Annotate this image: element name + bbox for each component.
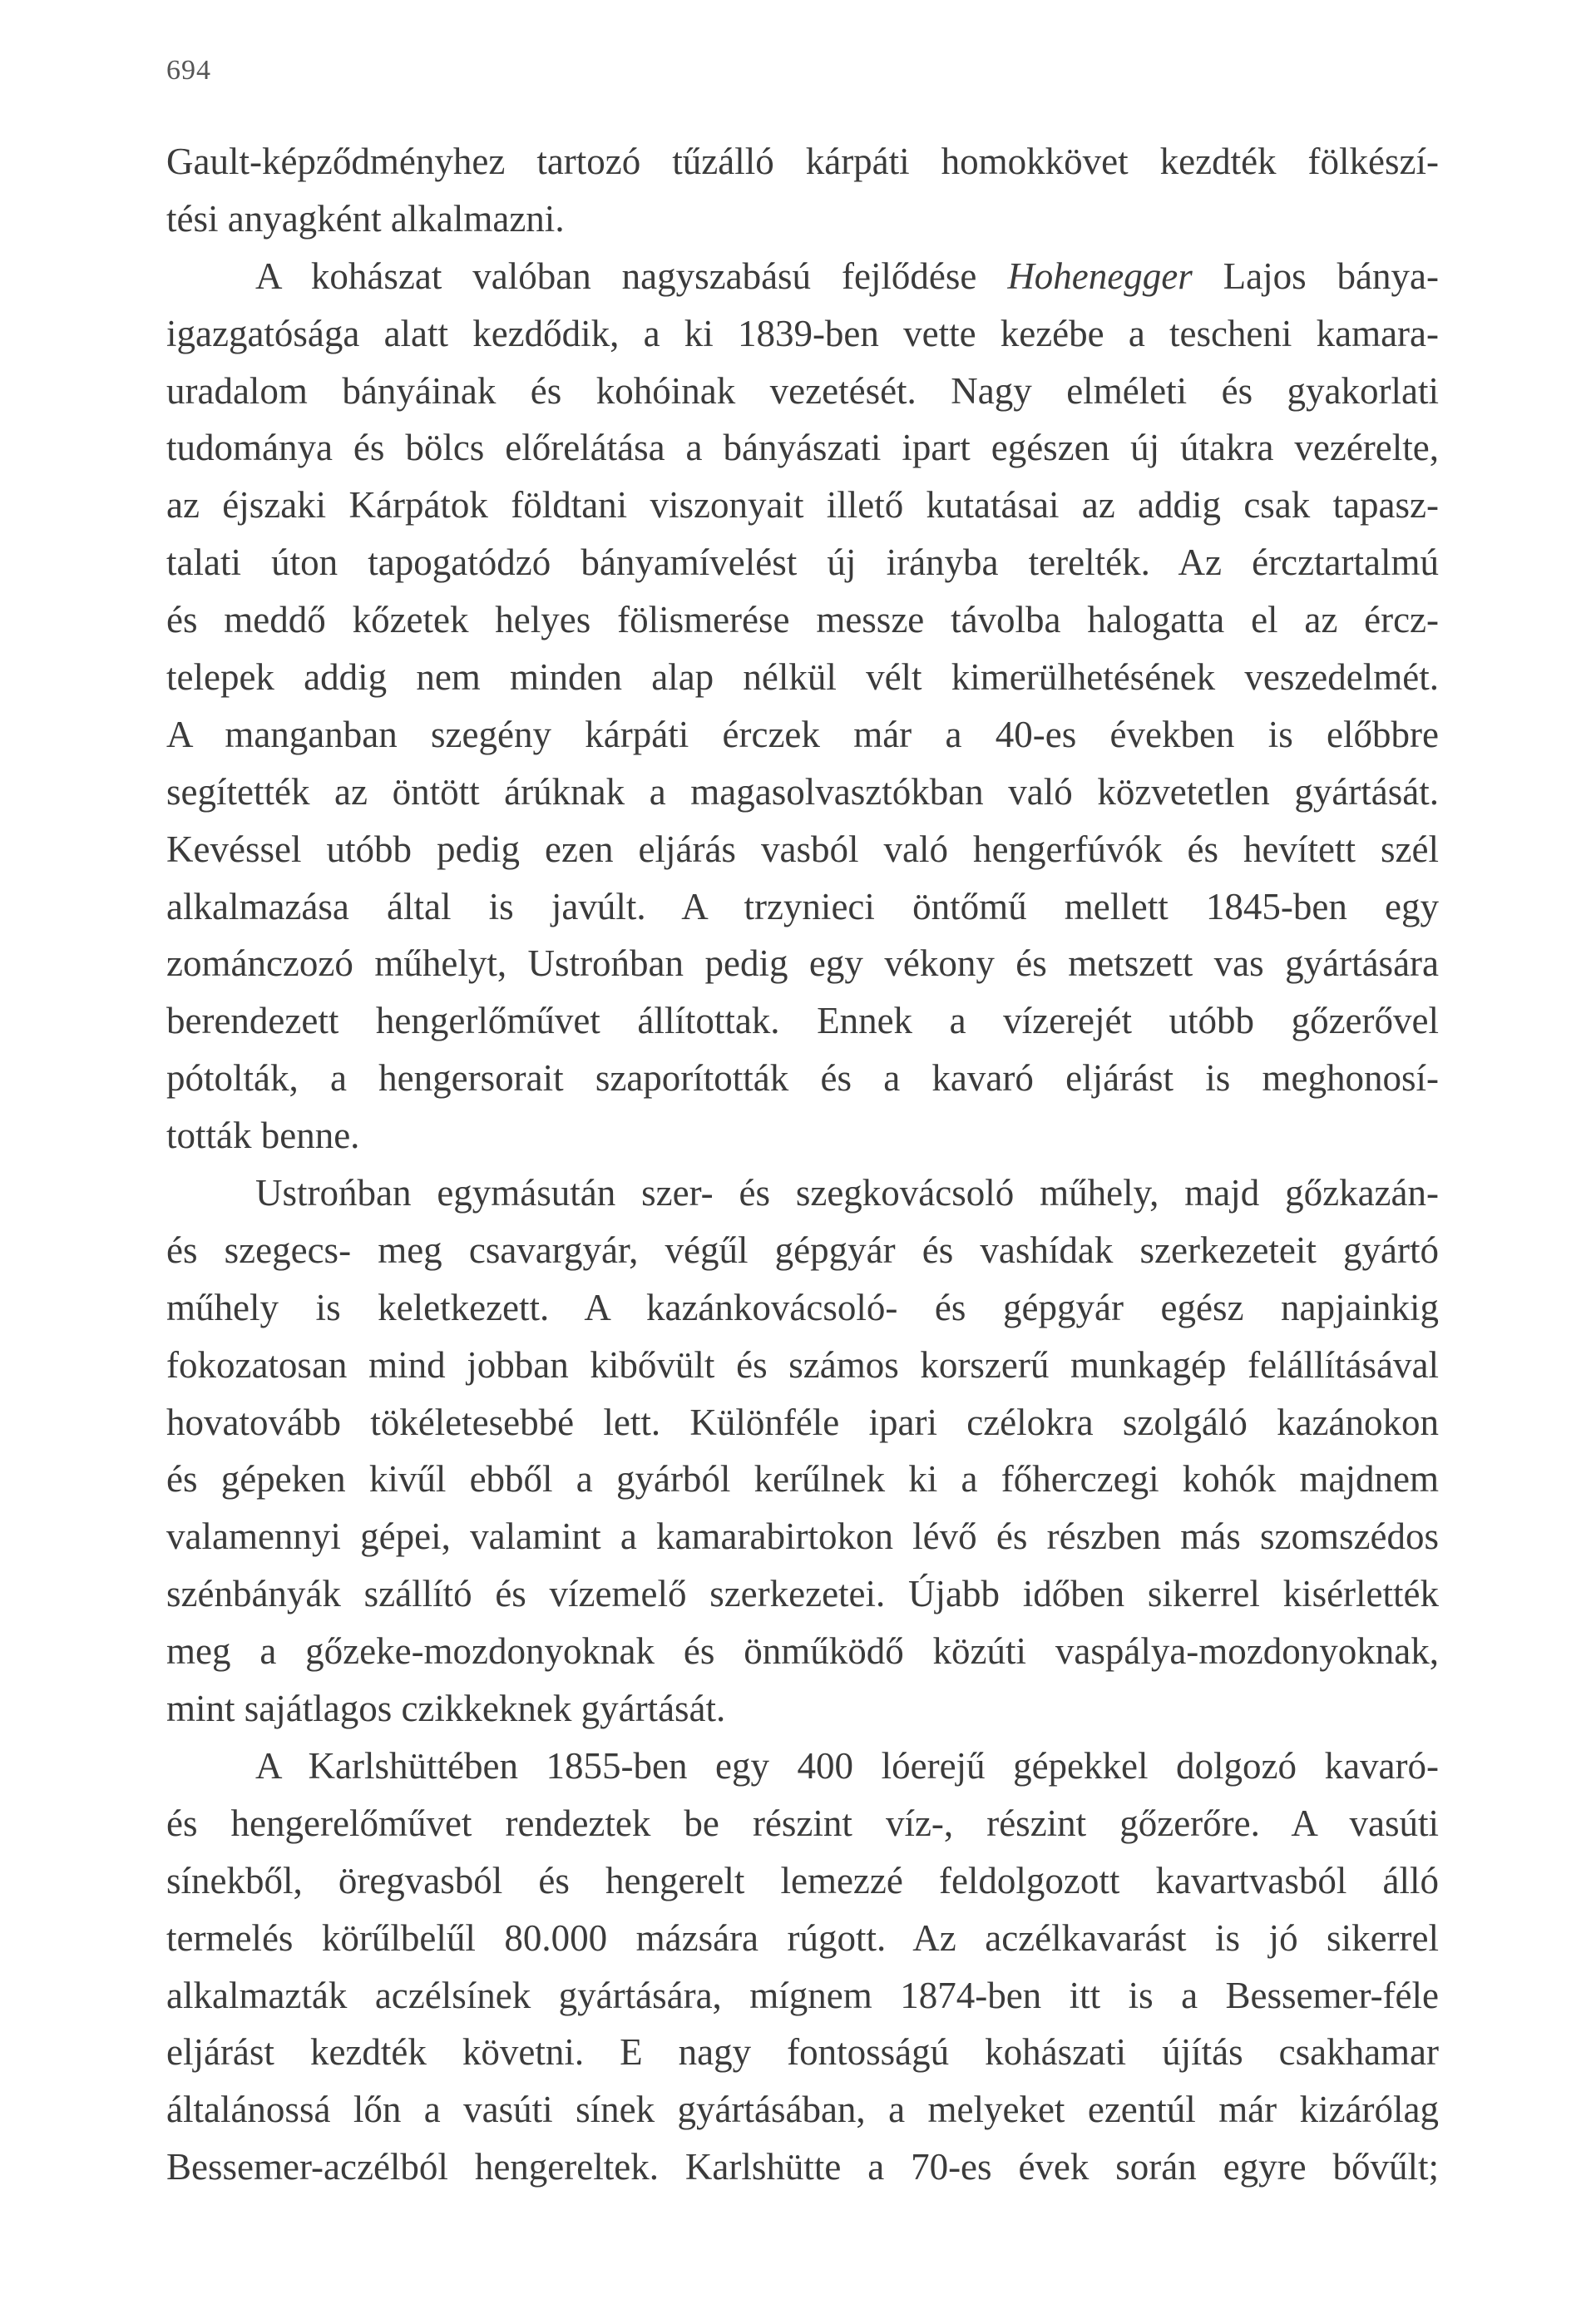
text-line <box>166 248 1439 305</box>
text-line: szénbányák szállító és vízemelő szerkezetei. Újabb időben sikerrel kisérlették <box>166 1573 1439 1615</box>
text-line: meg a gőzeke-mozdonyoknak és önműködő közúti vaspálya-mozdonyoknak, <box>166 1630 1439 1673</box>
text-line: berendezett hengerlőművet állítottak. Ennek a vízerejét utóbb gőzerővel <box>166 1000 1439 1042</box>
text-line: zománczozó műhelyt, Ustrońban pedig egy vékony és metszett vas gyártására <box>166 942 1439 985</box>
text-line: termelés körűlbelűl 80.000 mázsára rúgott. Az aczélkavarást is jó sikerrel <box>166 1916 1439 1959</box>
page-number: 694 <box>166 55 211 86</box>
text-line: segítették az öntött árúknak a magasolvasztókban való közvetetlen gyártását. <box>166 770 1439 813</box>
text-line: igazgatósága alatt kezdődik, a ki 1839-ben vette kezébe a tescheni kamara- <box>166 312 1439 354</box>
text-line: műhely is keletkezett. A kazánkovácsoló- és gépgyár egész napjainkig <box>166 1286 1439 1328</box>
text-line: A Karlshüttében 1855-ben egy 400 lóerejű gépekkel dolgozó kavaró- <box>255 1744 1439 1787</box>
text-line: tési anyagként alkalmazni. <box>166 197 565 240</box>
text-line: és szegecs- meg csavargyár, végűl gépgyár és vashídak szerkezeteit gyártó <box>166 1229 1439 1271</box>
text-line: az éjszaki Kárpátok földtani viszonyait illető kutatásai az addig csak tapasz- <box>166 484 1439 527</box>
text-run: A kohászat valóban nagyszabású fejlődése <box>255 255 1008 297</box>
text-line: alkalmazták aczélsínek gyártására, mígnem 1874-ben itt is a Bessemer-féle <box>166 1974 1439 2016</box>
text-line: mint sajátlagos czikkeknek gyártását. <box>166 1688 726 1730</box>
text-line: pótolták, a hengersorait szaporították és a kavaró eljárást is meghonosí- <box>166 1057 1439 1100</box>
text-run: Lajos bánya- <box>1192 255 1439 297</box>
text-line: tották benne. <box>166 1115 360 1157</box>
text-line: és gépeken kivűl ebből a gyárból kerűlnek ki a főherczegi kohók majdnem <box>166 1458 1439 1501</box>
body-text <box>166 133 1439 2196</box>
text-line: valamennyi gépei, valamint a kamarabirtokon lévő és részben más szomszédos <box>166 1516 1439 1558</box>
text-line: alkalmazása által is javúlt. A trzynieci öntőmű mellett 1845-ben egy <box>166 885 1439 927</box>
text-line: telepek addig nem minden alap nélkül vélt kimerülhetésének veszedelmét. <box>166 656 1439 699</box>
text-line: és hengerelőművet rendeztek be részint víz-, részint gőzerőre. A vasúti <box>166 1802 1439 1844</box>
text-line: Ustrońban egymásután szer- és szegkovácsoló műhely, majd gőzkazán- <box>255 1172 1439 1214</box>
text-line: Kevéssel utóbb pedig ezen eljárás vasból való hengerfúvók és hevített szél <box>166 828 1439 870</box>
text-line: Bessemer-aczélból hengereltek. Karlshütte a 70-es évek során egyre bővűlt; <box>166 2146 1439 2188</box>
person-name-italic: Hohenegger <box>1007 255 1193 297</box>
text-line: uradalom bányáinak és kohóinak vezetését. Nagy elméleti és gyakorlati <box>166 369 1439 412</box>
text-line: sínekből, öregvasból és hengerelt lemezzé feldolgozott kavartvasból álló <box>166 1859 1439 1901</box>
text-line: hovatovább tökéletesebbé lett. Különféle ipari czélokra szolgáló kazánokon <box>166 1401 1439 1443</box>
text-line: talati úton tapogatódzó bányamívelést új irányba terelték. Az ércztartalmú <box>166 541 1439 584</box>
text-line: fokozatosan mind jobban kibővült és számos korszerű munkagép felállításával <box>166 1343 1439 1386</box>
text-line: eljárást kezdték követni. E nagy fontosságú kohászati újítás csakhamar <box>166 2031 1439 2074</box>
text-line: és meddő kőzetek helyes fölismerése messze távolba halogatta el az ércz- <box>166 599 1439 641</box>
text-line: tudománya és bölcs előrelátása a bányászati ipart egészen új útakra vezérelte, <box>166 427 1439 469</box>
text-line: A manganban szegény kárpáti érczek már a 40-es években is előbbre <box>166 713 1439 755</box>
text-line: általánossá lőn a vasúti sínek gyártásában, a melyeket ezentúl már kizárólag <box>166 2089 1439 2131</box>
text-line: Gault-képződményhez tartozó tűzálló kárpáti homokkövet kezdték fölkészí- <box>166 141 1439 182</box>
